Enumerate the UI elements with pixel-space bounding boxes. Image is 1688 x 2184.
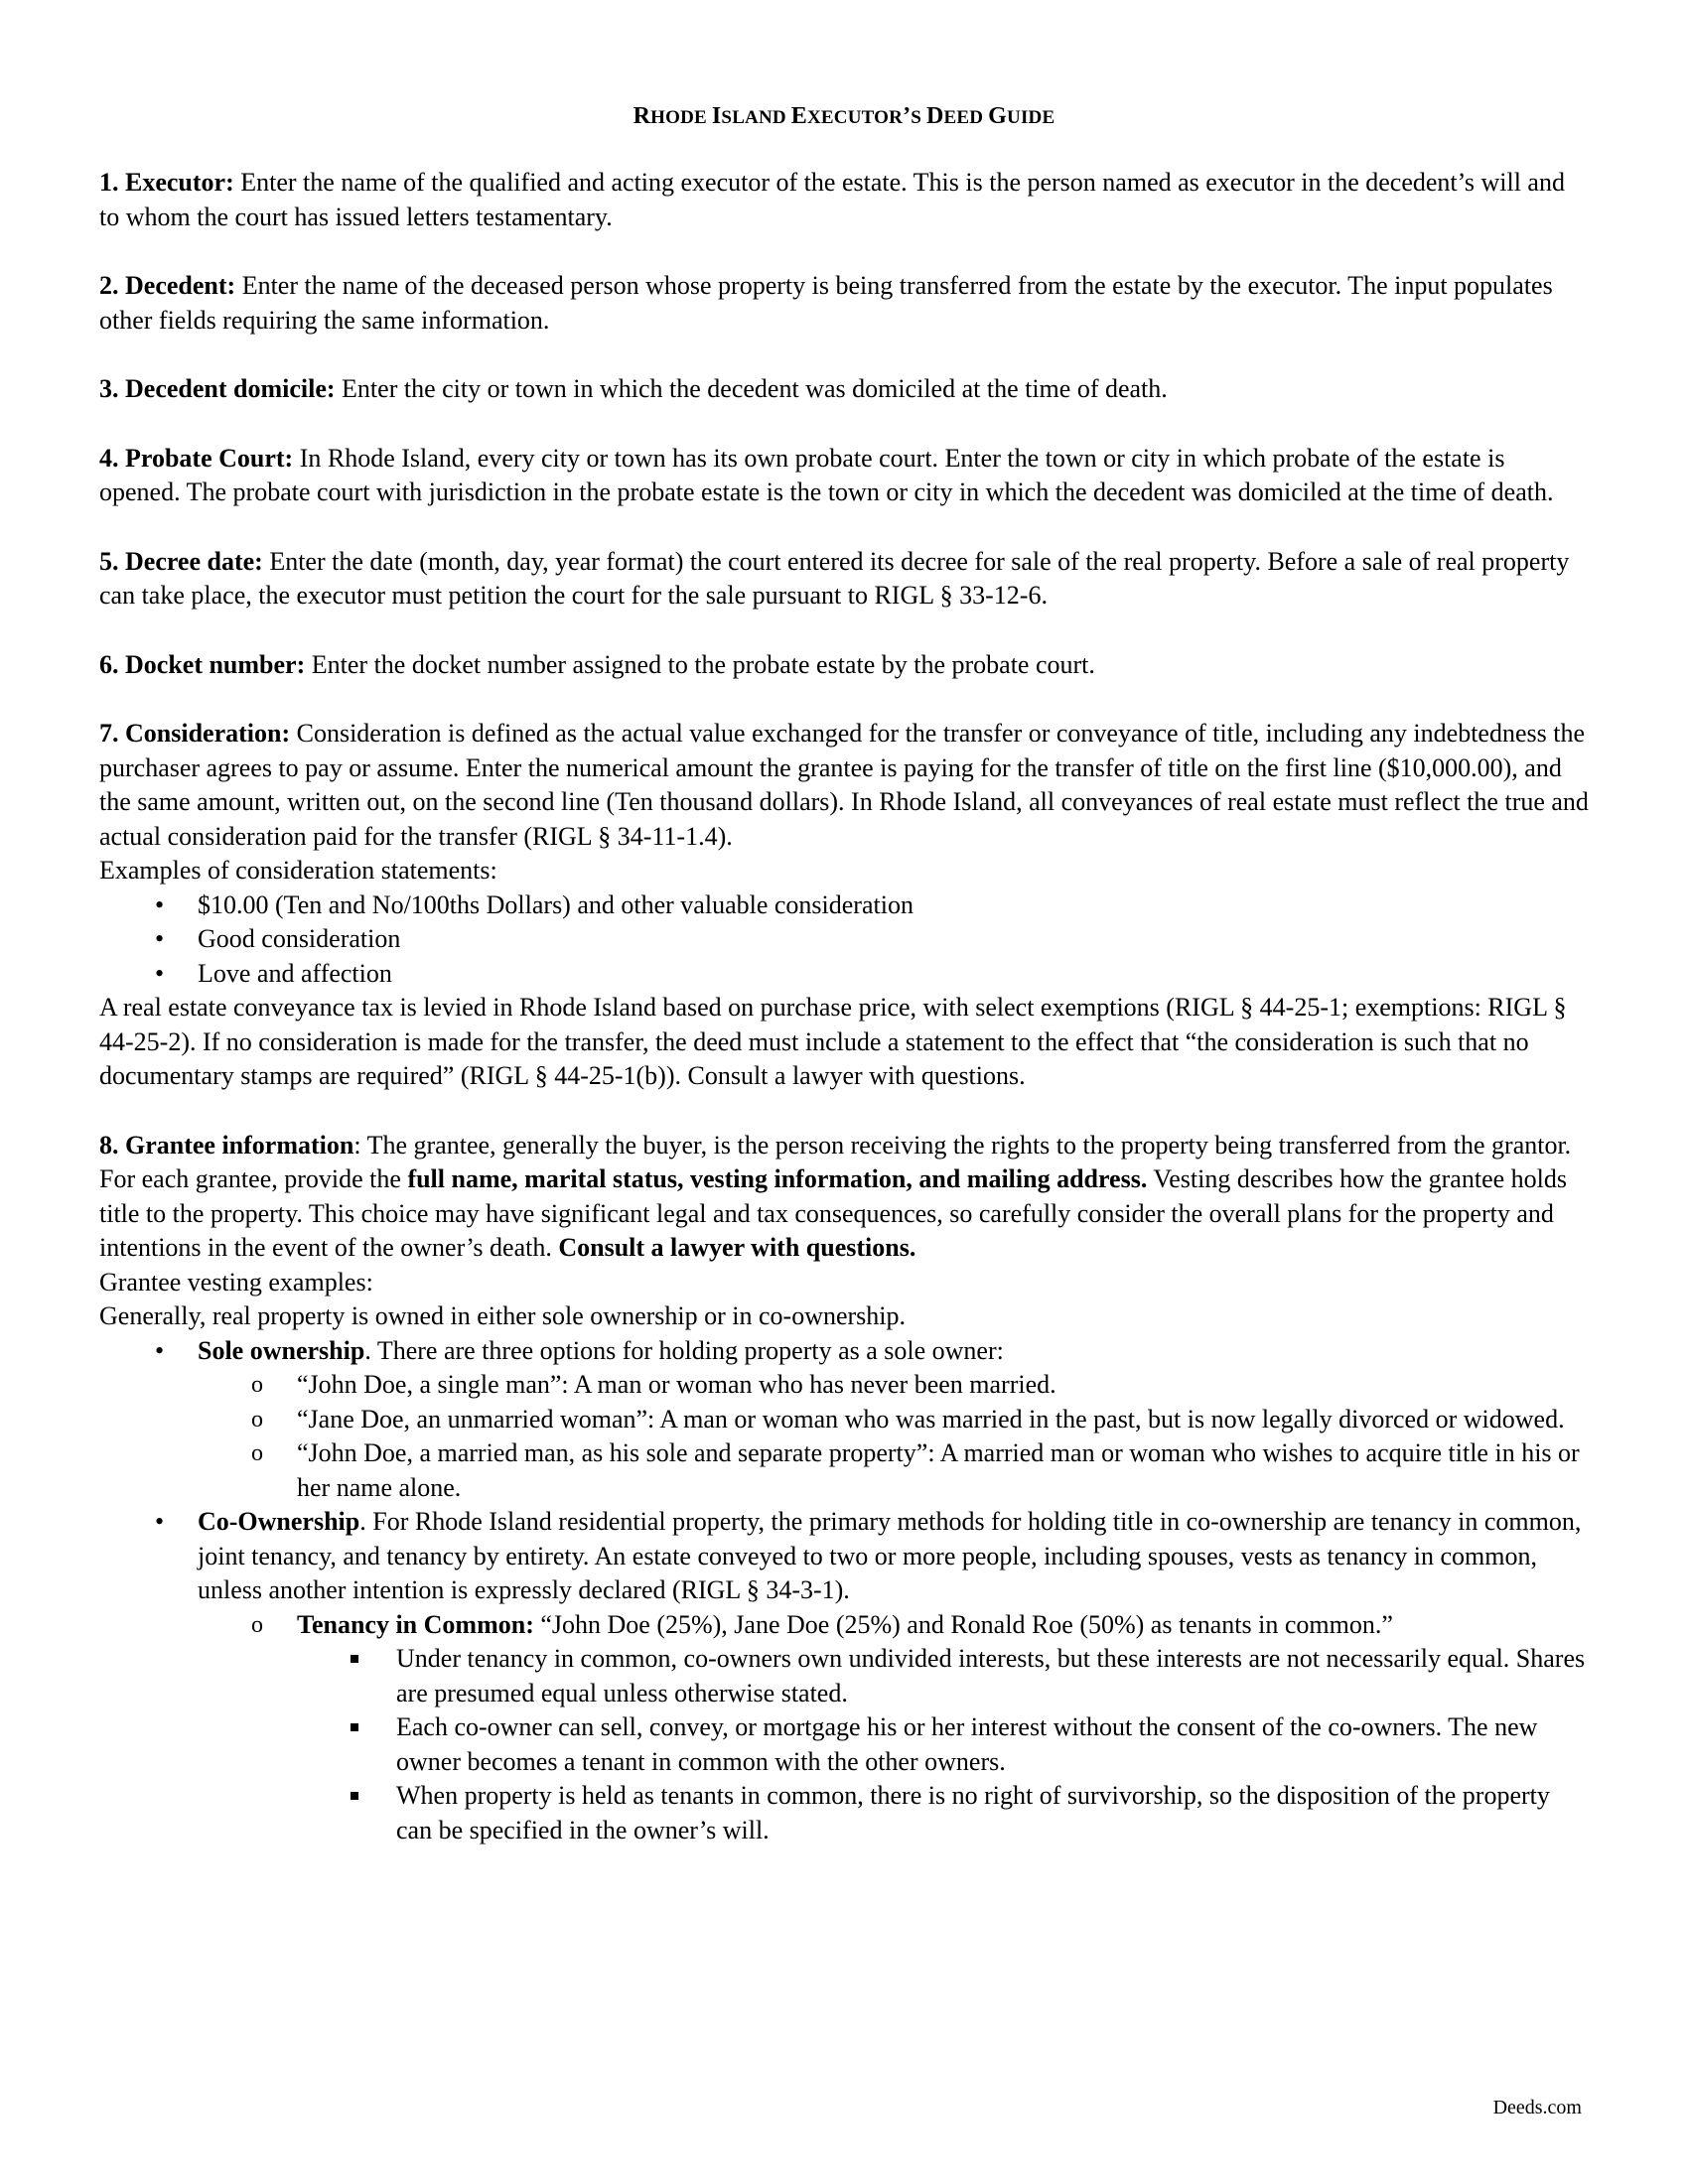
- list-item: Each co-owner can sell, convey, or mortgage his or her interest without the consent of the co-owners. The new owner becomes a tenant in common with the other owners.: [297, 1710, 1589, 1779]
- list-item: o “John Doe, a married man, as his sole and separate property”: A married man or woman who wishes to acquire title in his or her name alone.: [198, 1436, 1589, 1505]
- section-probate-court: 4. Probate Court: In Rhode Island, every city or town has its own probate court. Enter the town or city in which probate of the estate is opened. The probate court with jurisdiction in the probate estate is the town or city in which the decedent was domiciled at the time of death.: [99, 443, 1554, 506]
- section-label: 8. Grantee information: [99, 1130, 354, 1160]
- list-item: • Good consideration: [99, 922, 1589, 957]
- consideration-definition: 7. Consideration: Consideration is defined as the actual value exchanged for the transfer or conveyance of title, including any indebtedness the purchaser agrees to pay or assume. Enter the numerical amount the grantee is paying for the transfer of title on the first line ($10,000.00), and the same amount, written out, on the second line (Ten thousand dollars). In Rhode Island, all conveyances of real estate must reflect the true and actual consideration paid for the transfer (RIGL § 34-11-1.4).: [99, 719, 1589, 851]
- required-fields: full name, marital status, vesting information, and mailing address.: [407, 1164, 1148, 1193]
- sole-ownership-item: • Sole ownership. There are three options for holding property as a sole owner: o “John Doe, a single man”: A man or woman who has never been married. o “Jane Doe, an unmarried woman”: A man or woman who was married in the past, but is now legally divorced or widowed. o “John Doe, a married man, as his sole and separate property”: A married man or woman who wishes to acquire title in his or her name alone.: [99, 1334, 1589, 1506]
- section-label: 2. Decedent:: [99, 271, 236, 300]
- list-item: o “Jane Doe, an unmarried woman”: A man or woman who was married in the past, but is now legally divorced or widowed.: [198, 1403, 1589, 1437]
- conveyance-tax-note: A real estate conveyance tax is levied in Rhode Island based on purchase price, with select exemptions (RIGL § 44-25-1; exemptions: RIGL § 44-25-2). If no consideration is made for the transfer, the deed must include a statement to the effect that “the consideration is such that no documentary stamps are required” (RIGL § 44-25-1(b)). Consult a lawyer with questions.: [99, 993, 1567, 1090]
- list-item: Under tenancy in common, co-owners own undivided interests, but these interests are not necessarily equal. Shares are presumed equal unless otherwise stated.: [297, 1642, 1589, 1710]
- section-label: 5. Decree date:: [99, 546, 263, 576]
- list-item: o “John Doe, a single man”: A man or woman who has never been married.: [198, 1368, 1589, 1403]
- page-title: RHODE ISLAND EXECUTOR’S DEED GUIDE: [633, 103, 1055, 129]
- ownership-general: Generally, real property is owned in either sole ownership or in co-ownership.: [99, 1301, 907, 1330]
- consult-lawyer-note: Consult a lawyer with questions.: [558, 1233, 916, 1262]
- examples-intro: Examples of consideration statements:: [99, 856, 497, 885]
- consideration-examples-list: [99, 888, 1589, 992]
- section-executor: 1. Executor: Enter the name of the qualified and acting executor of the estate. This is the person named as executor in the decedent’s will and to whom the court has issued letters testamentary.: [99, 168, 1565, 231]
- co-ownership-item: • Co-Ownership. For Rhode Island residential property, the primary methods for holding title in co-ownership are tenancy in common, joint tenancy, and tenancy by entirety. An estate conveyed to two or more people, including spouses, vests as tenancy in common, unless another intention is expressly declared (RIGL § 34-3-1). o Tenancy in Common: “John Doe (25%), Jane Doe (25%) and Ronald Roe (50%) as tenants in common.” Under tenancy in common, co-owners own undivided interests, but these interests are not necessarily equal. Shares are presumed equal unless otherwise stated. Each co-owner can sell, convey, or mortgage his or her interest without the consent of the co-owners. The new owner becomes a tenant in common with the other owners. When property is held as tenants in common, there is no right of survivorship, so the disposition of the property can be specified in the owner’s will.: [99, 1505, 1589, 1847]
- list-item: When property is held as tenants in common, there is no right of survivorship, so the disposition of the property can be specified in the owner’s will.: [297, 1779, 1589, 1847]
- tenancy-in-common-points: [297, 1642, 1589, 1847]
- list-item: • $10.00 (Ten and No/100ths Dollars) and other valuable consideration: [99, 888, 1589, 923]
- section-docket-number: 6. Docket number: Enter the docket number assigned to the probate estate by the probate court.: [99, 649, 1095, 679]
- section-decedent: 2. Decedent: Enter the name of the deceased person whose property is being transferred from the estate by the executor. The input populates other fields requiring the same information.: [99, 271, 1553, 335]
- section-consideration: [99, 717, 1589, 1094]
- ownership-types-list: [99, 1334, 1589, 1848]
- section-label: 1. Executor:: [99, 168, 234, 197]
- footer-brand: Deeds.com: [1492, 2097, 1582, 2118]
- section-label: 4. Probate Court:: [99, 443, 294, 473]
- co-ownership-options: [198, 1608, 1589, 1848]
- section-decedent-domicile: 3. Decedent domicile: Enter the city or town in which the decedent was domiciled at the time of death.: [99, 374, 1168, 403]
- vesting-intro: Grantee vesting examples:: [99, 1267, 373, 1297]
- tenancy-in-common-item: o Tenancy in Common: “John Doe (25%), Jane Doe (25%) and Ronald Roe (50%) as tenants in common.” Under tenancy in common, co-owners own undivided interests, but these interests are not necessarily equal. Shares are presumed equal unless otherwise stated. Each co-owner can sell, convey, or mortgage his or her interest without the consent of the co-owners. The new owner becomes a tenant in common with the other owners. When property is held as tenants in common, there is no right of survivorship, so the disposition of the property can be specified in the owner’s will.: [198, 1608, 1589, 1848]
- grantee-description: 8. Grantee information: The grantee, generally the buyer, is the person receiving the rights to the property being transferred from the grantor. For each grantee, provide the full name, marital status, vesting information, and mailing address. Vesting describes how the grantee holds title to the property. This choice may have significant legal and tax consequences, so carefully consider the overall plans for the property and intentions in the event of the owner’s death. Consult a lawyer with questions.: [99, 1130, 1572, 1262]
- section-grantee-information: [99, 1129, 1589, 1848]
- section-label: 6. Docket number:: [99, 649, 306, 679]
- document-body: [99, 99, 1589, 1847]
- section-label: 7. Consideration:: [99, 719, 291, 748]
- section-label: 3. Decedent domicile:: [99, 374, 336, 403]
- sole-ownership-options: [198, 1368, 1589, 1505]
- section-decree-date: 5. Decree date: Enter the date (month, day, year format) the court entered its decree for sale of the real property. Before a sale of real property can take place, the executor must petition the court for the sale pursuant to RIGL § 33-12-6.: [99, 546, 1570, 610]
- list-item: • Love and affection: [99, 957, 1589, 992]
